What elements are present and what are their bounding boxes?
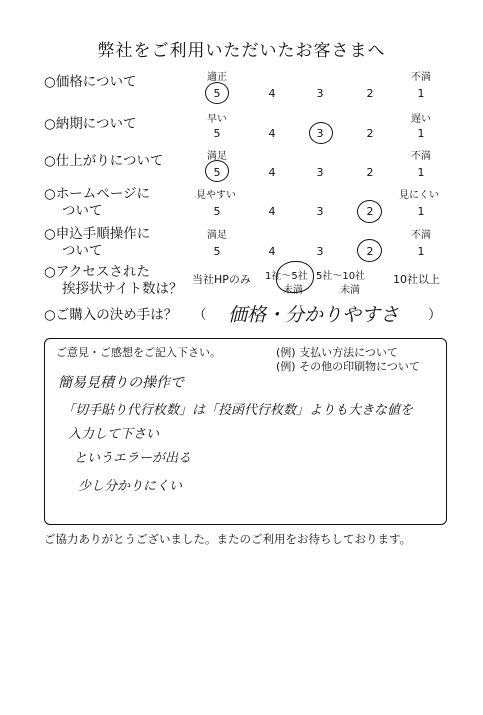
scale-right-label: 遅い [411, 114, 431, 125]
question-decision: ○ご購入の決め手は？ [44, 307, 178, 323]
question-price: ○価格について [44, 74, 137, 90]
scale-1[interactable]: 1 [417, 245, 425, 258]
footer-message: ご協力ありがとうございました。またのご利用をお待ちしております。 [44, 532, 412, 546]
access-option-5-10-suffix: 未満 [340, 285, 360, 296]
scale-2[interactable]: 2 [366, 87, 374, 100]
question-access-line2: 挨拶状サイト数は？ [62, 281, 183, 297]
scale-left-label: 見やすい [196, 190, 236, 201]
scale-left-label: 満足 [207, 151, 227, 162]
scale-3[interactable]: 3 [316, 166, 324, 179]
question-homepage: ○ホームページに [44, 186, 151, 202]
comment-example-1: (例) 支払い方法について [276, 346, 398, 359]
comment-line: 簡易見積りの操作で [58, 375, 184, 391]
comment-line: 入力して下さい [68, 427, 160, 442]
access-option-1-5-suffix: 未満 [283, 285, 303, 296]
scale-right-label: 不満 [411, 230, 431, 241]
open-paren: （ [193, 307, 207, 323]
scale-4[interactable]: 4 [268, 127, 276, 140]
scale-right-label: 不満 [411, 72, 431, 83]
selected-circle [357, 239, 382, 262]
scale-3[interactable]: 3 [316, 205, 324, 218]
question-order-procedure: ○申込手順操作に [44, 226, 151, 242]
scale-left-label: 早い [207, 114, 227, 125]
scale-2[interactable]: 2 [366, 205, 374, 218]
comment-line: というエラーが出る [74, 451, 192, 466]
scale-4[interactable]: 4 [268, 87, 276, 100]
scale-1[interactable]: 1 [417, 166, 425, 179]
scale-1[interactable]: 1 [417, 87, 425, 100]
question-finish: ○仕上がりについて [44, 153, 164, 169]
scale-5[interactable]: 5 [213, 205, 221, 218]
scale-left-label: 適正 [207, 72, 227, 83]
access-option-over-10[interactable]: 10社以上 [393, 273, 440, 286]
question-order-procedure-line2: ついて [62, 243, 103, 259]
question-access: ○アクセスされた [44, 264, 150, 280]
scale-4[interactable]: 4 [268, 245, 276, 258]
access-option-5-10[interactable]: 5社～10社 [316, 271, 366, 282]
scale-1[interactable]: 1 [417, 127, 425, 140]
question-homepage-line2: ついて [62, 203, 103, 219]
selected-circle [357, 200, 382, 223]
access-option-1-5[interactable]: 1社～5社 [265, 271, 308, 282]
comment-line: 「切手貼り代行枚数」は「投函代行枚数」よりも大きな値を [62, 403, 414, 418]
comment-example-2: (例) その他の印刷物について [276, 360, 420, 373]
close-paren: ） [428, 307, 442, 323]
selected-circle [205, 82, 229, 104]
scale-2[interactable]: 2 [366, 245, 374, 258]
scale-5[interactable]: 5 [213, 166, 221, 179]
decision-answer[interactable]: 価格・分かりやすさ [228, 304, 400, 326]
question-delivery: ○納期について [44, 116, 137, 132]
scale-3[interactable]: 3 [316, 127, 324, 140]
scale-right-label: 不満 [411, 151, 431, 162]
selected-circle [205, 160, 229, 182]
selected-circle [276, 261, 314, 293]
comment-line: 少し分かりにくい [78, 479, 183, 494]
scale-2[interactable]: 2 [366, 127, 374, 140]
comment-header: ご意見・ご感想をご記入下さい。 [56, 346, 221, 359]
scale-4[interactable]: 4 [268, 205, 276, 218]
scale-left-label: 満足 [207, 230, 227, 241]
scale-1[interactable]: 1 [417, 205, 425, 218]
scale-4[interactable]: 4 [268, 166, 276, 179]
scale-5[interactable]: 5 [213, 127, 221, 140]
access-option-own-site[interactable]: 当社HPのみ [192, 273, 251, 286]
scale-2[interactable]: 2 [366, 166, 374, 179]
scale-3[interactable]: 3 [316, 245, 324, 258]
page-title: 弊社をご利用いただいたお客さまへ [97, 41, 386, 61]
scale-5[interactable]: 5 [213, 245, 221, 258]
scale-3[interactable]: 3 [316, 87, 324, 100]
scale-right-label: 見にくい [399, 190, 439, 201]
selected-circle [309, 122, 333, 144]
scale-5[interactable]: 5 [213, 87, 221, 100]
